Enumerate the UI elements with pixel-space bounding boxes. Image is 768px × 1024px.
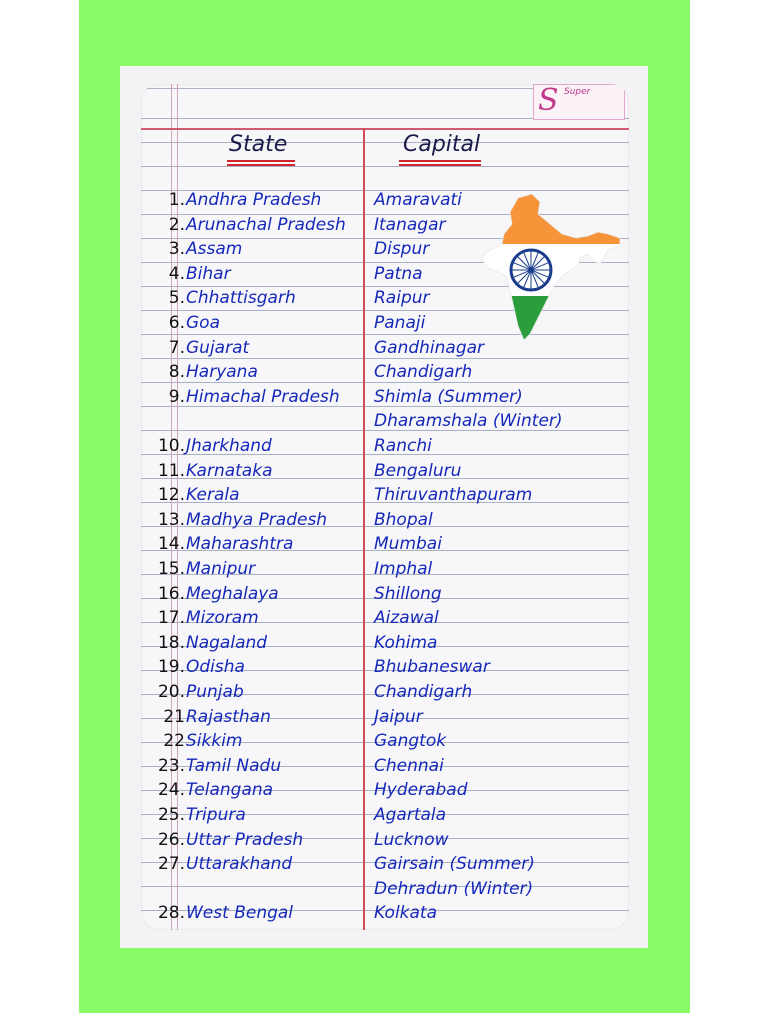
capital-name: Gangtok	[374, 731, 447, 752]
list-row	[141, 606, 629, 630]
capital-name: Dharamshala (Winter)	[374, 411, 563, 432]
state-name: Andhra Pradesh	[186, 190, 322, 210]
row-number: 10.	[157, 436, 185, 456]
state-name: Punjab	[186, 682, 244, 702]
list-row	[141, 582, 629, 606]
state-name: Tamil Nadu	[186, 755, 282, 776]
list-row	[141, 409, 629, 433]
list-row	[141, 778, 629, 802]
state-name: Sikkim	[186, 731, 243, 752]
row-number: 25.	[157, 805, 185, 825]
list-row	[141, 803, 629, 827]
list-row	[141, 655, 629, 679]
state-name: Telangana	[186, 780, 274, 801]
row-number: 16.	[157, 583, 185, 604]
capital-name: Bhubaneswar	[374, 657, 490, 678]
state-name: Uttarakhand	[186, 854, 293, 875]
state-heading-underline-2	[227, 164, 295, 166]
state-name: Jharkhand	[186, 436, 272, 456]
list-row	[141, 680, 629, 704]
row-number: 1.	[168, 190, 185, 210]
state-heading-underline	[227, 160, 295, 162]
logo	[533, 84, 625, 120]
logo-letter: S	[538, 84, 559, 118]
capital-name: Ranchi	[374, 436, 432, 456]
list-row	[141, 754, 629, 778]
state-name: Tripura	[186, 805, 246, 825]
capital-name: Dispur	[374, 239, 430, 260]
state-name: Nagaland	[186, 632, 268, 653]
capital-name: Chandigarh	[374, 682, 473, 702]
capital-name: Chennai	[374, 755, 444, 776]
state-name: Rajasthan	[186, 706, 271, 727]
state-name: Odisha	[186, 657, 245, 678]
row-number: 15.	[157, 559, 185, 579]
capital-name: Kohima	[374, 632, 438, 653]
state-name: Manipur	[186, 559, 256, 579]
row-number: 21	[163, 706, 185, 727]
list-row	[141, 828, 629, 852]
list-row	[141, 901, 629, 925]
list-row	[141, 385, 629, 409]
row-number: 5.	[168, 288, 185, 309]
row-number: 3.	[168, 239, 185, 260]
state-name: Mizoram	[186, 608, 259, 629]
capital-name: Imphal	[374, 559, 433, 579]
capital-name: Aizawal	[374, 608, 439, 629]
row-number: 20.	[157, 682, 185, 702]
list-row	[141, 729, 629, 753]
row-number: 18.	[157, 632, 185, 653]
state-name: Meghalaya	[186, 583, 279, 604]
capital-name: Bhopal	[374, 509, 433, 530]
list-row	[141, 360, 629, 384]
row-number: 12.	[157, 485, 185, 506]
row-number: 11.	[157, 460, 185, 481]
list-row	[141, 705, 629, 729]
state-name: Uttar Pradesh	[186, 829, 304, 850]
capital-name: Gandhinagar	[374, 337, 485, 358]
capital-name: Raipur	[374, 288, 430, 309]
capital-name: Shimla (Summer)	[374, 386, 523, 407]
capital-name: Jaipur	[374, 706, 423, 727]
top-rule	[141, 128, 629, 130]
row-number: 6.	[168, 313, 185, 333]
list-row	[141, 532, 629, 556]
capital-name: Mumbai	[374, 534, 442, 555]
state-name: Haryana	[186, 362, 258, 383]
row-number: 17.	[157, 608, 185, 629]
state-name: West Bengal	[186, 903, 294, 924]
row-number: 22	[163, 731, 185, 752]
row-number: 2.	[168, 214, 185, 235]
row-number: 8.	[168, 362, 185, 383]
row-number: 13.	[157, 509, 185, 530]
capital-name: Lucknow	[374, 829, 449, 850]
capital-name: Shillong	[374, 583, 442, 604]
state-name: Kerala	[186, 485, 240, 506]
list-row	[141, 434, 629, 458]
state-name: Karnataka	[186, 460, 273, 481]
list-row	[141, 508, 629, 532]
row-number: 4.	[168, 263, 185, 284]
capital-name: Bengaluru	[374, 460, 462, 481]
row-number: 28.	[157, 903, 185, 924]
list-row	[141, 877, 629, 901]
state-name: Chhattisgarh	[186, 288, 296, 309]
list-row	[141, 459, 629, 483]
capital-name: Thiruvanthapuram	[374, 485, 533, 506]
state-name: Goa	[186, 313, 220, 333]
capital-name: Itanagar	[374, 214, 446, 235]
row-number: 23.	[157, 755, 185, 776]
state-name: Himachal Pradesh	[186, 386, 340, 407]
capital-name: Amaravati	[374, 190, 462, 210]
state-name: Arunachal Pradesh	[186, 214, 346, 235]
row-number: 14.	[157, 534, 185, 555]
row-number: 24.	[157, 780, 185, 801]
state-name: Bihar	[186, 263, 231, 284]
state-name: Maharashtra	[186, 534, 294, 555]
row-number: 9.	[168, 386, 185, 407]
capital-name: Gairsain (Summer)	[374, 854, 535, 875]
india-flag-map-icon	[480, 194, 624, 344]
capital-name: Chandigarh	[374, 362, 473, 383]
row-number: 27.	[157, 854, 185, 875]
capital-name: Dehradun (Winter)	[374, 878, 534, 899]
state-name: Madhya Pradesh	[186, 509, 328, 530]
notebook-page	[141, 84, 629, 930]
capital-name: Agartala	[374, 805, 447, 825]
capital-heading-underline-2	[399, 164, 481, 166]
row-number: 7.	[168, 337, 185, 358]
capital-heading-underline	[399, 160, 481, 162]
state-column-heading: State	[229, 132, 288, 157]
list-row	[141, 852, 629, 876]
state-name: Gujarat	[186, 337, 250, 358]
capital-column-heading: Capital	[403, 132, 481, 157]
capital-name: Panaji	[374, 313, 426, 333]
row-number: 26.	[157, 829, 185, 850]
capital-name: Hyderabad	[374, 780, 468, 801]
row-number: 19.	[157, 657, 185, 678]
list-row	[141, 483, 629, 507]
list-row	[141, 631, 629, 655]
logo-text: Super	[564, 87, 591, 97]
list-row	[141, 557, 629, 581]
capital-name: Patna	[374, 263, 423, 284]
state-name: Assam	[186, 239, 243, 260]
capital-name: Kolkata	[374, 903, 438, 924]
